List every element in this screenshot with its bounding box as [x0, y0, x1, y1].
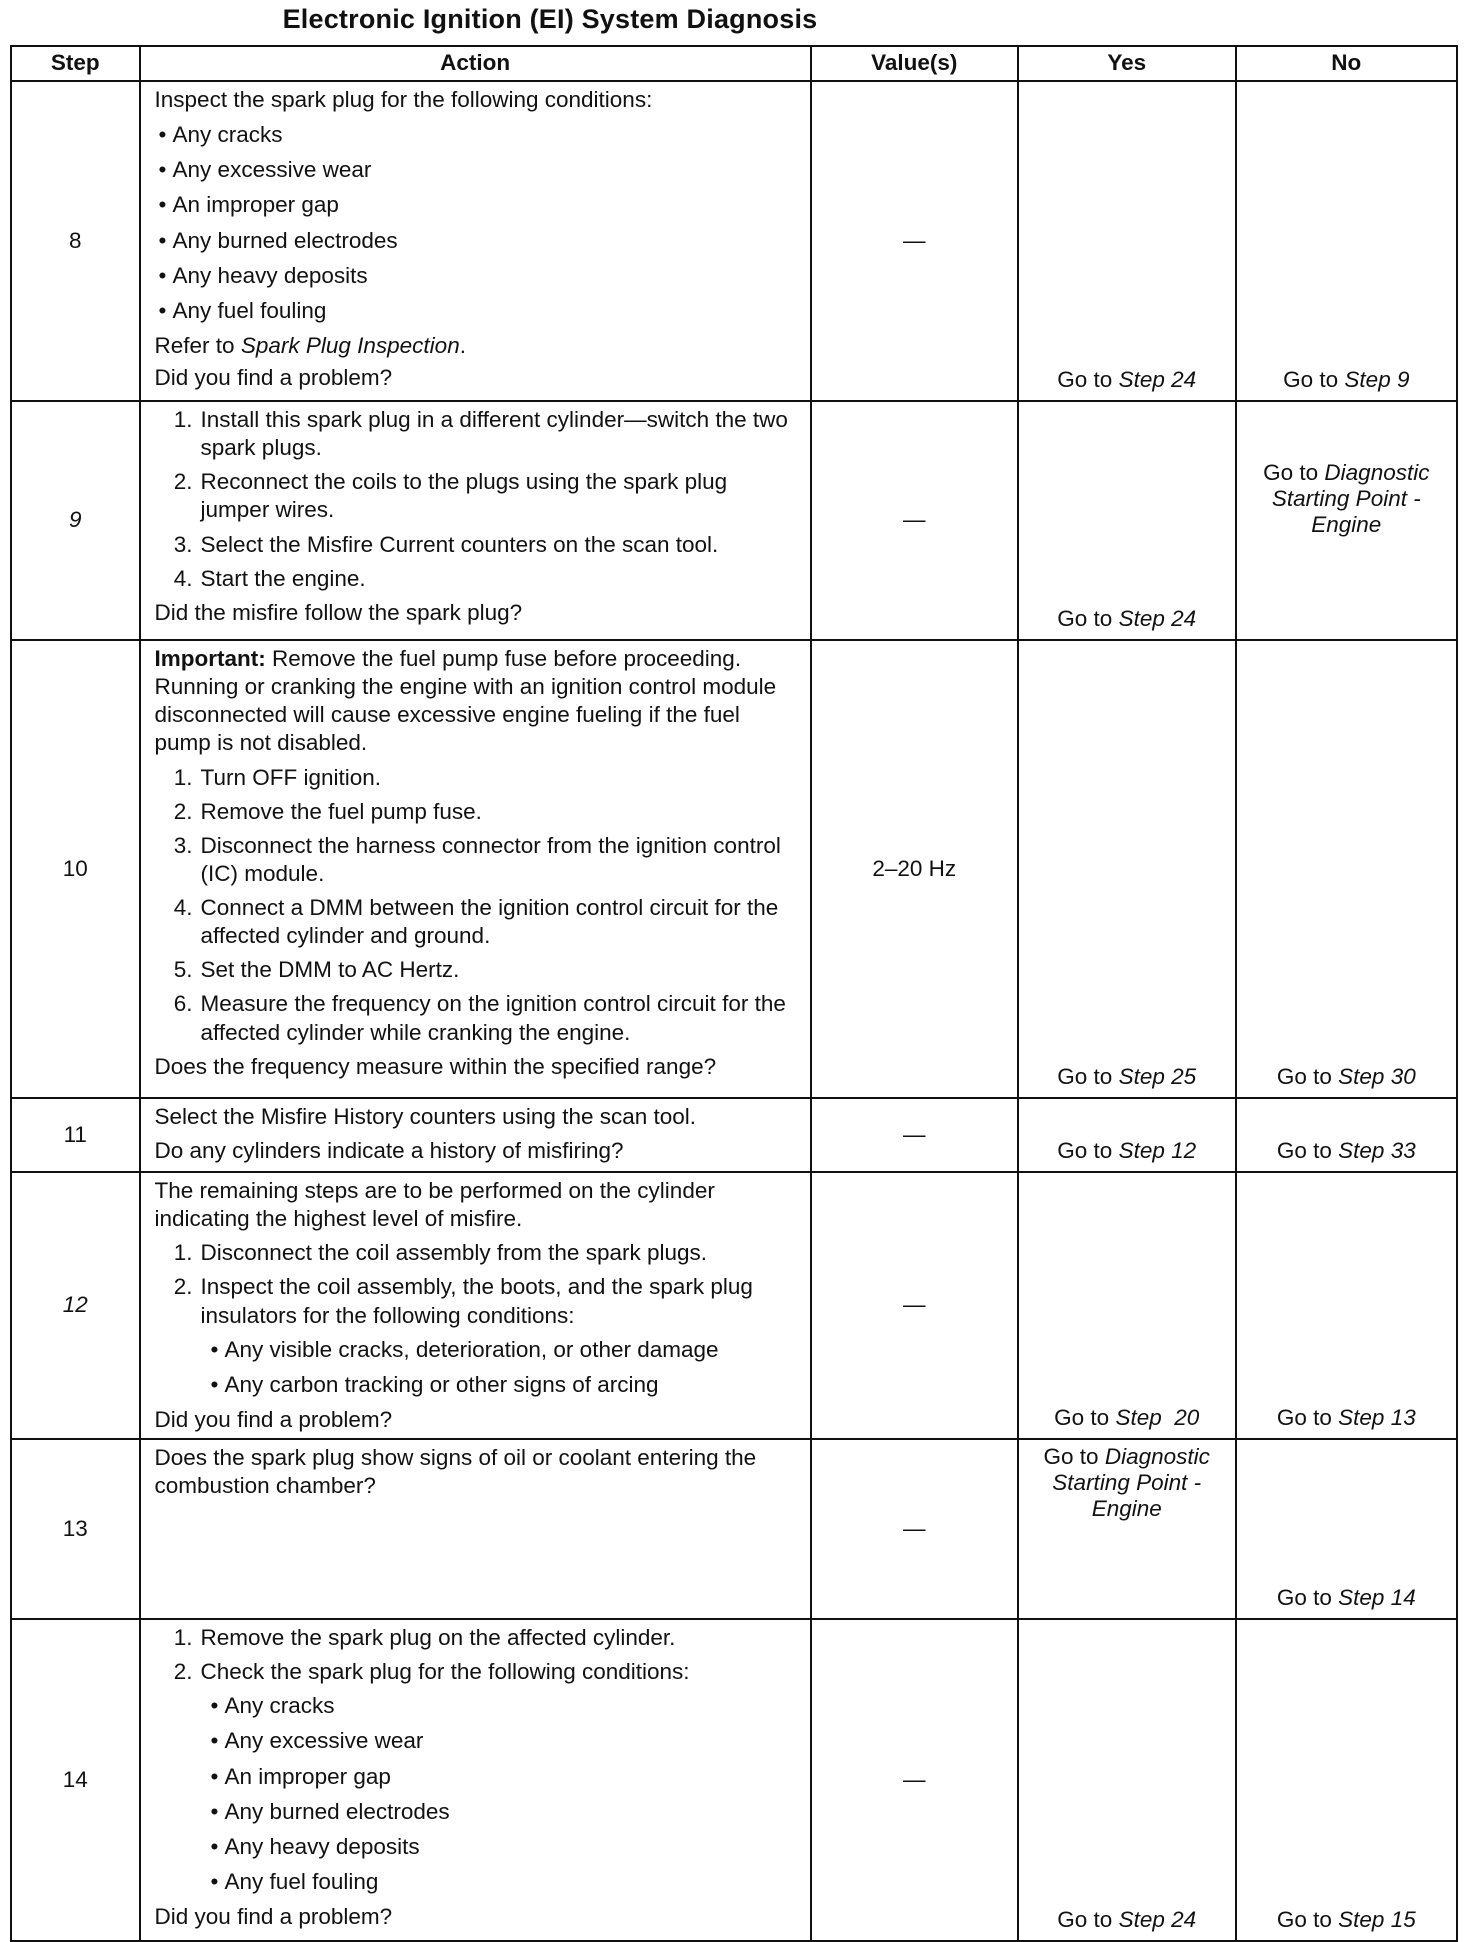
- yes-link[interactable]: Step 24: [1118, 1906, 1197, 1932]
- condition-list: [155, 1336, 802, 1399]
- yes-cell: Go to Step 24: [1018, 81, 1236, 401]
- yes-cell: Go to Step 20: [1018, 1172, 1236, 1439]
- no-link[interactable]: Step 9: [1344, 366, 1410, 392]
- step-number: 8: [11, 81, 140, 401]
- list-item: • Any excessive wear: [155, 156, 802, 184]
- no-cell: Go to Step 14: [1236, 1439, 1457, 1619]
- action-question: Do any cylinders indicate a history of misfiring?: [154, 1138, 624, 1164]
- header-action: Action: [140, 46, 811, 81]
- list-item: • Any heavy deposits: [155, 1833, 802, 1861]
- table-row: [11, 1098, 1457, 1172]
- table-row: [11, 640, 1457, 1098]
- table-row: [11, 1439, 1457, 1619]
- no-cell: Go to Step 30: [1236, 640, 1457, 1098]
- no-link[interactable]: Diagnostic Starting Point - Engine: [1271, 460, 1430, 537]
- action-question: Does the frequency measure within the specified range?: [154, 1053, 717, 1079]
- condition-list: [155, 121, 802, 325]
- list-item: • An improper gap: [155, 1763, 802, 1791]
- value-cell: —: [811, 81, 1018, 401]
- step-list: [155, 1624, 802, 1686]
- list-item: 5. Set the DMM to AC Hertz.: [173, 957, 460, 983]
- action-question: Did the misfire follow the spark plug?: [154, 599, 523, 625]
- list-item: • An improper gap: [155, 191, 802, 219]
- step-number: 11: [11, 1098, 140, 1172]
- no-cell: Go to Step 15: [1236, 1619, 1457, 1941]
- action-cell: [140, 640, 811, 1098]
- action-cell: [140, 1619, 811, 1941]
- important-note: Important: Remove the fuel pump fuse before proceeding. Running or cranking the engine with an ignition control module disconnected will cause excessive engine fueling if the fuel pump is not disabled.: [154, 646, 777, 756]
- action-intro: The remaining steps are to be performed on the cylinder indicating the highest level of misfire.: [154, 1178, 715, 1232]
- value-cell: 2–20 Hz: [811, 640, 1018, 1098]
- yes-link[interactable]: Diagnostic Starting Point - Engine: [1052, 1444, 1210, 1521]
- list-item: 3. Select the Misfire Current counters on the scan tool.: [173, 531, 719, 557]
- table-row: [11, 401, 1457, 640]
- list-item: 1. Turn OFF ignition.: [173, 764, 382, 790]
- list-item: • Any visible cracks, deterioration, or other damage: [155, 1336, 802, 1364]
- step-list: [155, 764, 802, 1047]
- action-question: Did you find a problem?: [154, 1904, 393, 1929]
- step-number: 14: [11, 1619, 140, 1941]
- step-number: 10: [11, 640, 140, 1098]
- action-question: Did you find a problem?: [154, 1406, 393, 1432]
- list-item: • Any cracks: [155, 121, 802, 149]
- list-item: 4. Start the engine.: [173, 565, 366, 591]
- no-cell: Go to Step 13: [1236, 1172, 1457, 1439]
- page-title: Electronic Ignition (EI) System Diagnosis: [282, 4, 818, 34]
- table-row: [11, 1619, 1457, 1941]
- no-link[interactable]: Step 14: [1338, 1584, 1416, 1610]
- step-number: 13: [11, 1439, 140, 1619]
- yes-link[interactable]: Step 20: [1115, 1404, 1200, 1430]
- no-cell: Go to Diagnostic Starting Point - Engine: [1236, 401, 1457, 640]
- yes-link[interactable]: Step 24: [1118, 366, 1197, 392]
- action-cell: [140, 401, 811, 640]
- yes-link[interactable]: Step 12: [1118, 1137, 1197, 1163]
- value-cell: —: [811, 1439, 1018, 1619]
- yes-cell: Go to Diagnostic Starting Point - Engine: [1018, 1439, 1236, 1619]
- table-row: [11, 81, 1457, 401]
- action-cell: [140, 1172, 811, 1439]
- value-cell: —: [811, 1172, 1018, 1439]
- condition-list: [155, 1692, 802, 1896]
- no-link[interactable]: Step 15: [1338, 1906, 1416, 1932]
- yes-link[interactable]: Step 25: [1118, 1063, 1197, 1089]
- list-item: • Any carbon tracking or other signs of arcing: [155, 1371, 802, 1399]
- list-item: 1. Install this spark plug in a different cylinder—switch the two spark plugs.: [173, 407, 788, 461]
- action-question: Did you find a problem?: [154, 365, 393, 390]
- action-cell: [140, 1439, 811, 1619]
- list-item: 1. Remove the spark plug on the affected cylinder.: [173, 1625, 676, 1650]
- list-item: • Any cracks: [155, 1692, 802, 1720]
- yes-link[interactable]: Step 24: [1118, 605, 1197, 631]
- action-intro: Inspect the spark plug for the following conditions:: [154, 87, 653, 112]
- header-values: Value(s): [811, 46, 1018, 81]
- yes-cell: Go to Step 24: [1018, 401, 1236, 640]
- table-row: [11, 1172, 1457, 1439]
- refer-link[interactable]: Spark Plug Inspection: [240, 332, 460, 358]
- action-question: Does the spark plug show signs of oil or coolant entering the combustion chamber?: [154, 1445, 757, 1499]
- value-cell: —: [811, 1098, 1018, 1172]
- step-list: [155, 406, 802, 593]
- list-item: 6. Measure the frequency on the ignition control circuit for the affected cylinder while cranking the engine.: [173, 991, 786, 1045]
- list-item: • Any burned electrodes: [155, 1798, 802, 1826]
- list-item: 2. Check the spark plug for the following conditions:: [173, 1659, 690, 1685]
- action-intro: Select the Misfire History counters using the scan tool.: [154, 1104, 697, 1129]
- list-item: 3. Disconnect the harness connector from the ignition control (IC) module.: [173, 832, 781, 886]
- header-row: [11, 46, 1457, 81]
- list-item: 2. Reconnect the coils to the plugs using the spark plug jumper wires.: [173, 469, 728, 523]
- list-item: • Any burned electrodes: [155, 227, 802, 255]
- header-yes: Yes: [1018, 46, 1236, 81]
- action-cell: [140, 1098, 811, 1172]
- action-cell: [140, 81, 811, 401]
- list-item: • Any excessive wear: [155, 1727, 802, 1755]
- no-link[interactable]: Step 30: [1338, 1063, 1416, 1089]
- refer-line: Refer to Spark Plug Inspection.: [154, 332, 466, 358]
- list-item: • Any heavy deposits: [155, 262, 802, 290]
- list-item: 2. Inspect the coil assembly, the boots, and the spark plug insulators for the following conditions:: [173, 1274, 753, 1328]
- step-number: 9: [11, 401, 140, 640]
- yes-cell: Go to Step 25: [1018, 640, 1236, 1098]
- list-item: 1. Disconnect the coil assembly from the spark plugs.: [173, 1240, 708, 1266]
- header-no: No: [1236, 46, 1457, 81]
- no-link[interactable]: Step 33: [1338, 1137, 1416, 1163]
- header-step: Step: [11, 46, 140, 81]
- no-link[interactable]: Step 13: [1338, 1404, 1416, 1430]
- yes-cell: Go to Step 24: [1018, 1619, 1236, 1941]
- list-item: 2. Remove the fuel pump fuse.: [173, 798, 482, 824]
- list-item: • Any fuel fouling: [155, 1868, 802, 1896]
- yes-cell: Go to Step 12: [1018, 1098, 1236, 1172]
- diagnosis-table: [10, 45, 1458, 1942]
- no-cell: Go to Step 9: [1236, 81, 1457, 401]
- important-label: Important:: [154, 646, 266, 671]
- value-cell: —: [811, 1619, 1018, 1941]
- step-number: 12: [11, 1172, 140, 1439]
- list-item: • Any fuel fouling: [155, 297, 802, 325]
- list-item: 4. Connect a DMM between the ignition control circuit for the affected cylinder and ground.: [173, 895, 779, 949]
- no-cell: Go to Step 33: [1236, 1098, 1457, 1172]
- step-list: [155, 1239, 802, 1329]
- value-cell: —: [811, 401, 1018, 640]
